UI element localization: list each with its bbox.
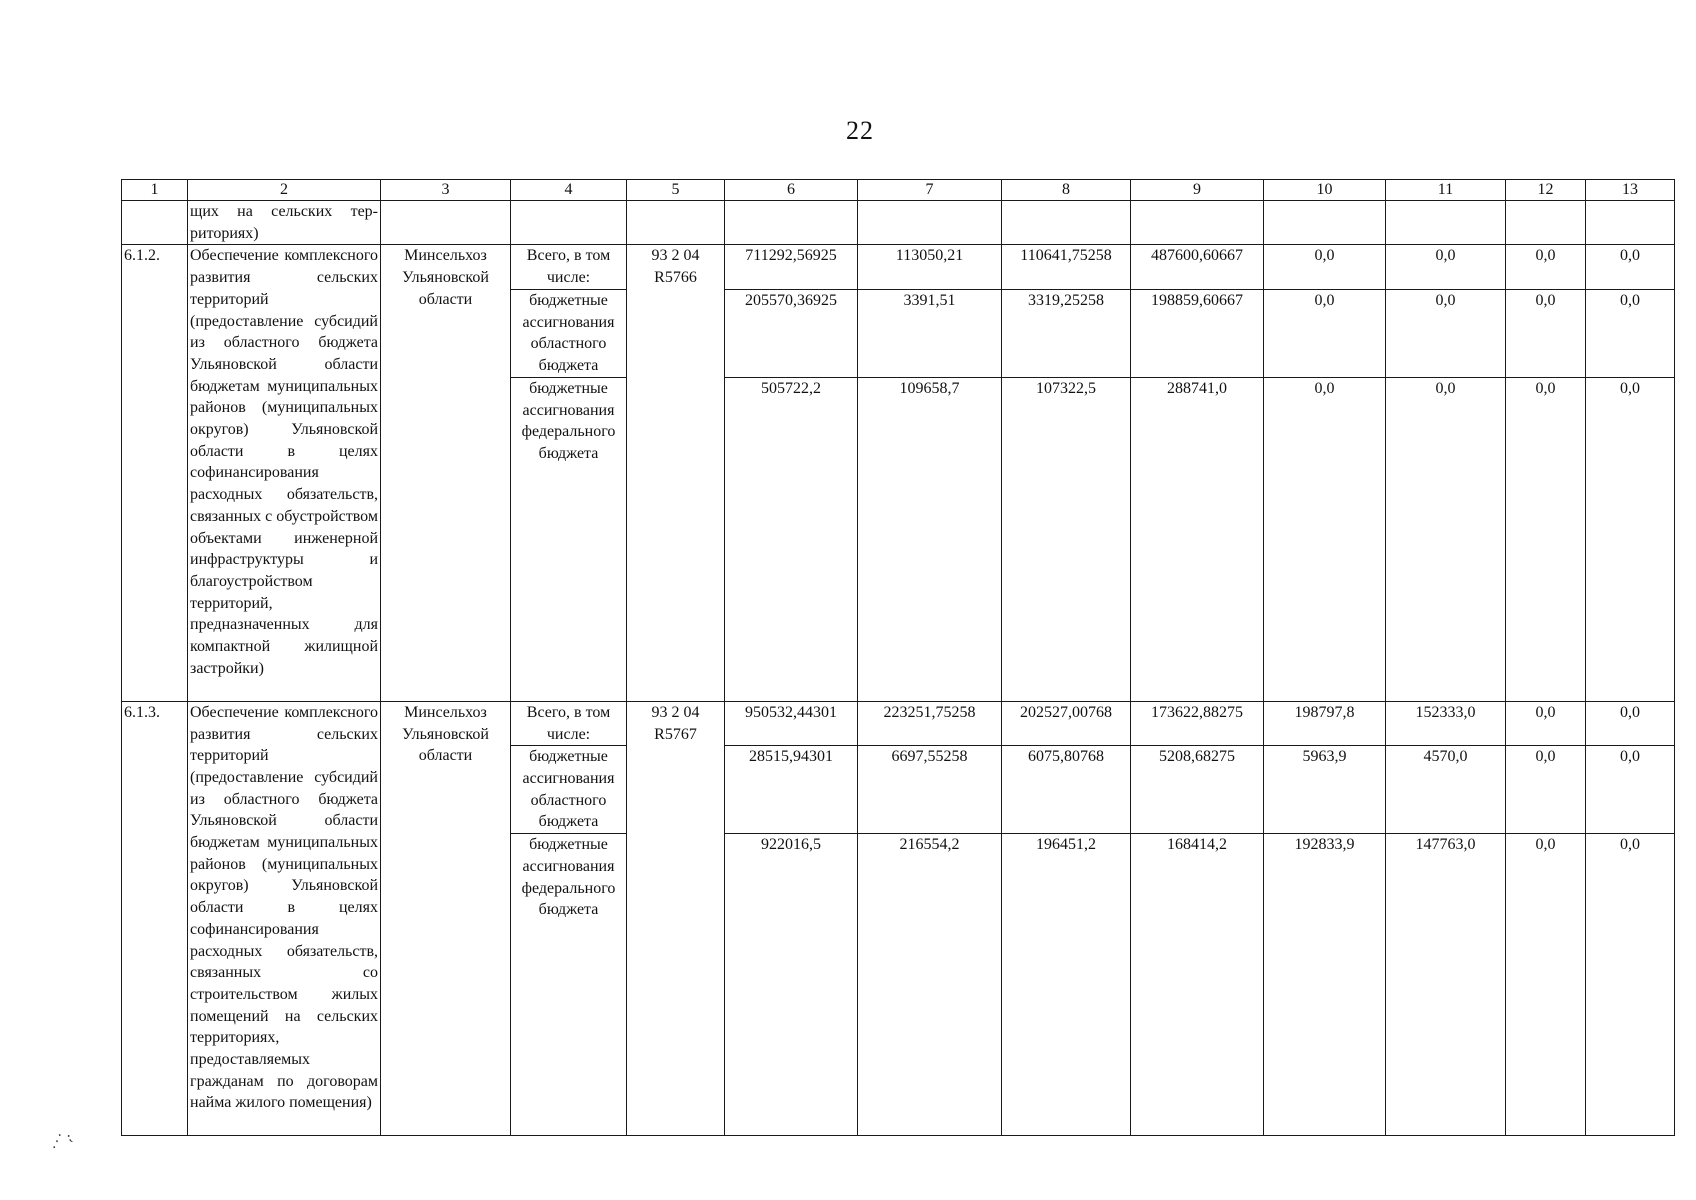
value-cell: 110641,75258	[1002, 245, 1131, 289]
value-cell: 0,0	[1586, 746, 1675, 834]
value-cell: 168414,2	[1131, 834, 1264, 1136]
executor: Минсельхоз Ульяновской области	[381, 701, 511, 1135]
continuation-text: щих на сельских тер-риториях)	[188, 201, 381, 245]
value-cell: 192833,9	[1264, 834, 1386, 1136]
executor: Минсельхоз Ульяновской области	[381, 245, 511, 701]
row-number: 6.1.2.	[122, 245, 188, 701]
table-cell	[1386, 201, 1506, 245]
value-cell: 505722,2	[725, 377, 858, 701]
value-cell: 6697,55258	[858, 746, 1002, 834]
value-cell: 107322,5	[1002, 377, 1131, 701]
value-cell: 196451,2	[1002, 834, 1131, 1136]
value-cell: 5208,68275	[1131, 746, 1264, 834]
value-cell: 0,0	[1586, 289, 1675, 377]
value-cell: 5963,9	[1264, 746, 1386, 834]
value-cell: 113050,21	[858, 245, 1002, 289]
value-cell: 0,0	[1586, 834, 1675, 1136]
value-cell: 0,0	[1506, 746, 1586, 834]
column-header: 9	[1131, 180, 1264, 201]
budget-table	[121, 179, 1675, 1136]
table-cell	[122, 201, 188, 245]
table-cell	[725, 201, 858, 245]
value-cell: 0,0	[1506, 289, 1586, 377]
value-cell: 3391,51	[858, 289, 1002, 377]
funding-source: бюджетные ассигнования федерального бюджета	[511, 834, 627, 1136]
value-cell: 198797,8	[1264, 701, 1386, 745]
value-cell: 0,0	[1506, 245, 1586, 289]
value-cell: 922016,5	[725, 834, 858, 1136]
column-header: 3	[381, 180, 511, 201]
budget-code: 93 2 04 R5767	[627, 701, 725, 1135]
column-header: 13	[1586, 180, 1675, 201]
value-cell: 202527,00768	[1002, 701, 1131, 745]
activity-description: Обеспечение комплексного развития сельских территорий (предоставление субсидий из областного бюджета Ульяновской области бюджетам муниципальных районов (муниципальных округов) Ульяновской области в целях софинансирования расходных обязательств, связанных с обустройством объектами инженерной инфраструктуры и благоустройством территорий, предназначенных для компактной жилищной застройки)	[188, 245, 381, 701]
value-cell: 205570,36925	[725, 289, 858, 377]
row-number: 6.1.3.	[122, 701, 188, 1135]
value-cell: 0,0	[1264, 377, 1386, 701]
value-cell: 0,0	[1386, 289, 1506, 377]
funding-source: Всего, в том числе:	[511, 245, 627, 289]
column-header: 4	[511, 180, 627, 201]
table-cell	[1586, 201, 1675, 245]
value-cell: 109658,7	[858, 377, 1002, 701]
table-cell	[1506, 201, 1586, 245]
value-cell: 487600,60667	[1131, 245, 1264, 289]
table-cell	[627, 201, 725, 245]
column-header: 10	[1264, 180, 1386, 201]
value-cell: 950532,44301	[725, 701, 858, 745]
value-cell: 216554,2	[858, 834, 1002, 1136]
table-cell	[511, 201, 627, 245]
page-number: 22	[846, 116, 874, 145]
funding-source: бюджетные ассигнования федерального бюджета	[511, 377, 627, 701]
value-cell: 28515,94301	[725, 746, 858, 834]
column-header: 6	[725, 180, 858, 201]
continuation-row	[122, 201, 1675, 245]
budget-code: 93 2 04 R5766	[627, 245, 725, 701]
column-header: 5	[627, 180, 725, 201]
value-cell: 288741,0	[1131, 377, 1264, 701]
value-cell: 0,0	[1586, 377, 1675, 701]
table-row	[122, 245, 1675, 289]
value-cell: 0,0	[1386, 245, 1506, 289]
table-cell	[381, 201, 511, 245]
value-cell: 147763,0	[1386, 834, 1506, 1136]
table-cell	[858, 201, 1002, 245]
column-header: 1	[122, 180, 188, 201]
table-cell	[1002, 201, 1131, 245]
column-number-row	[122, 180, 1675, 201]
column-header: 2	[188, 180, 381, 201]
column-header: 11	[1386, 180, 1506, 201]
value-cell: 4570,0	[1386, 746, 1506, 834]
value-cell: 0,0	[1586, 701, 1675, 745]
value-cell: 0,0	[1506, 834, 1586, 1136]
table-row	[122, 701, 1675, 745]
scan-artifact: ⋰ ⁏	[48, 1129, 75, 1152]
value-cell: 223251,75258	[858, 701, 1002, 745]
funding-source: Всего, в том числе:	[511, 701, 627, 745]
value-cell: 0,0	[1506, 377, 1586, 701]
value-cell: 6075,80768	[1002, 746, 1131, 834]
value-cell: 711292,56925	[725, 245, 858, 289]
column-header: 8	[1002, 180, 1131, 201]
value-cell: 173622,88275	[1131, 701, 1264, 745]
value-cell: 3319,25258	[1002, 289, 1131, 377]
table-cell	[1264, 201, 1386, 245]
activity-description: Обеспечение комплексного развития сельских территорий (предоставление субсидий из областного бюджета Ульяновской области бюджетам муниципальных районов (муниципальных округов) Ульяновской области в целях софинансирования расходных обязательств, связанных со строительством жилых помещений на сельских территориях, предоставляемых гражданам по договорам найма жилого помещения)	[188, 701, 381, 1135]
value-cell: 0,0	[1386, 377, 1506, 701]
column-header: 7	[858, 180, 1002, 201]
value-cell: 0,0	[1264, 289, 1386, 377]
funding-source: бюджетные ассигнования областного бюджета	[511, 746, 627, 834]
table-cell	[1131, 201, 1264, 245]
value-cell: 198859,60667	[1131, 289, 1264, 377]
value-cell: 0,0	[1264, 245, 1386, 289]
value-cell: 0,0	[1506, 701, 1586, 745]
column-header: 12	[1506, 180, 1586, 201]
funding-source: бюджетные ассигнования областного бюджета	[511, 289, 627, 377]
value-cell: 152333,0	[1386, 701, 1506, 745]
value-cell: 0,0	[1586, 245, 1675, 289]
